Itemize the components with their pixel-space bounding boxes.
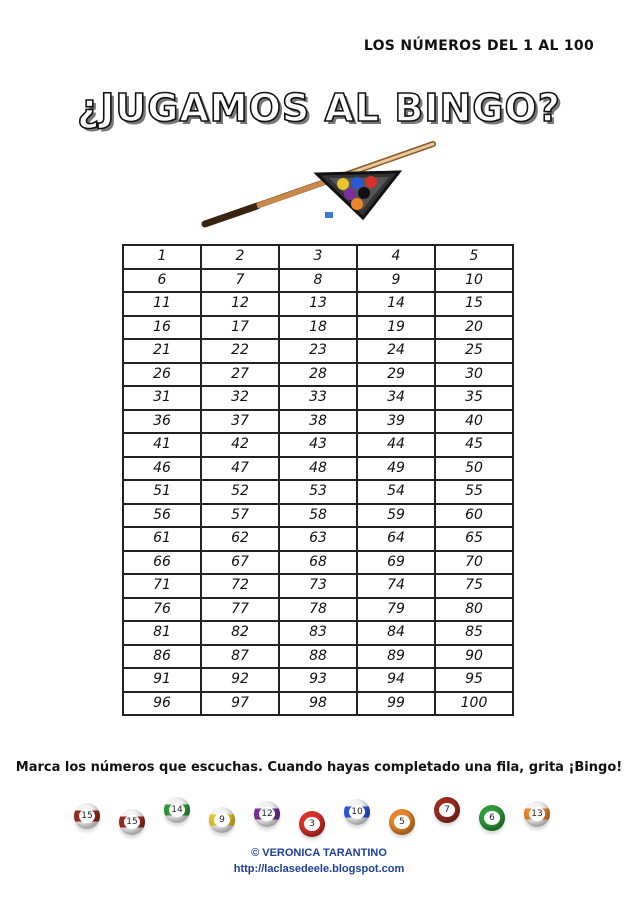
table-cell: 16 [123, 316, 201, 340]
billiard-ball-icon [254, 801, 280, 827]
table-cell: 90 [435, 645, 513, 669]
table-row [123, 621, 513, 645]
table-cell: 99 [357, 692, 435, 716]
table-cell: 4 [357, 245, 435, 269]
table-cell: 69 [357, 551, 435, 575]
table-cell: 85 [435, 621, 513, 645]
table-cell: 41 [123, 433, 201, 457]
table-cell: 56 [123, 504, 201, 528]
table-cell: 50 [435, 457, 513, 481]
table-cell: 20 [435, 316, 513, 340]
table-row [123, 363, 513, 387]
table-cell: 7 [201, 269, 279, 293]
table-cell: 94 [357, 668, 435, 692]
table-row [123, 457, 513, 481]
table-row [123, 574, 513, 598]
billiard-ball-icon [164, 797, 190, 823]
table-cell: 58 [279, 504, 357, 528]
ball-number: 7 [439, 803, 455, 817]
table-cell: 3 [279, 245, 357, 269]
table-row [123, 598, 513, 622]
table-cell: 68 [279, 551, 357, 575]
header-tag: LOS NÚMEROS DEL 1 AL 100 [363, 38, 594, 54]
table-row [123, 269, 513, 293]
table-cell: 43 [279, 433, 357, 457]
table-cell: 80 [435, 598, 513, 622]
table-cell: 72 [201, 574, 279, 598]
table-cell: 66 [123, 551, 201, 575]
table-cell: 37 [201, 410, 279, 434]
table-cell: 11 [123, 292, 201, 316]
ball-number: 6 [484, 811, 500, 825]
table-cell: 33 [279, 386, 357, 410]
table-cell: 84 [357, 621, 435, 645]
billiard-cue-icon [195, 138, 445, 230]
table-row [123, 410, 513, 434]
ball-number: 13 [529, 807, 545, 821]
ball-number: 15 [124, 815, 140, 829]
table-cell: 98 [279, 692, 357, 716]
ball-number: 15 [79, 809, 95, 823]
table-cell: 88 [279, 645, 357, 669]
table-cell: 77 [201, 598, 279, 622]
table-cell: 83 [279, 621, 357, 645]
table-cell: 24 [357, 339, 435, 363]
table-cell: 30 [435, 363, 513, 387]
table-cell: 44 [357, 433, 435, 457]
billiard-cue-and-rack-illustration [195, 138, 445, 230]
table-row [123, 245, 513, 269]
table-cell: 54 [357, 480, 435, 504]
table-cell: 46 [123, 457, 201, 481]
table-cell: 36 [123, 410, 201, 434]
table-cell: 70 [435, 551, 513, 575]
billiard-ball-icon [209, 807, 235, 833]
table-cell: 21 [123, 339, 201, 363]
table-cell: 86 [123, 645, 201, 669]
ball-number: 3 [304, 817, 320, 831]
billiard-ball-icon [389, 809, 415, 835]
table-cell: 75 [435, 574, 513, 598]
table-cell: 9 [357, 269, 435, 293]
table-cell: 10 [435, 269, 513, 293]
table-cell: 79 [357, 598, 435, 622]
table-cell: 13 [279, 292, 357, 316]
table-cell: 52 [201, 480, 279, 504]
billiard-balls-row [74, 795, 574, 841]
table-cell: 62 [201, 527, 279, 551]
table-cell: 23 [279, 339, 357, 363]
billiard-ball-icon [344, 799, 370, 825]
table-cell: 17 [201, 316, 279, 340]
table-cell: 60 [435, 504, 513, 528]
table-cell: 8 [279, 269, 357, 293]
table-cell: 82 [201, 621, 279, 645]
table-cell: 26 [123, 363, 201, 387]
table-row [123, 527, 513, 551]
table-cell: 93 [279, 668, 357, 692]
table-cell: 55 [435, 480, 513, 504]
table-cell: 2 [201, 245, 279, 269]
table-row [123, 668, 513, 692]
table-cell: 40 [435, 410, 513, 434]
table-cell: 76 [123, 598, 201, 622]
table-cell: 97 [201, 692, 279, 716]
table-cell: 49 [357, 457, 435, 481]
page-title: ¿JUGAMOS AL BINGO? [77, 86, 561, 130]
table-row [123, 504, 513, 528]
table-cell: 65 [435, 527, 513, 551]
billiard-ball-icon [299, 811, 325, 837]
table-cell: 100 [435, 692, 513, 716]
table-cell: 32 [201, 386, 279, 410]
table-cell: 1 [123, 245, 201, 269]
table-row [123, 645, 513, 669]
billiard-ball-icon [119, 809, 145, 835]
table-row [123, 480, 513, 504]
table-cell: 78 [279, 598, 357, 622]
table-cell: 89 [357, 645, 435, 669]
table-cell: 28 [279, 363, 357, 387]
ball-number: 9 [214, 813, 230, 827]
table-cell: 31 [123, 386, 201, 410]
table-cell: 48 [279, 457, 357, 481]
table-row [123, 433, 513, 457]
ball-number: 12 [259, 807, 275, 821]
table-cell: 74 [357, 574, 435, 598]
table-cell: 91 [123, 668, 201, 692]
billiard-ball-icon [74, 803, 100, 829]
table-cell: 34 [357, 386, 435, 410]
table-cell: 29 [357, 363, 435, 387]
table-row [123, 386, 513, 410]
table-cell: 14 [357, 292, 435, 316]
table-cell: 71 [123, 574, 201, 598]
table-cell: 18 [279, 316, 357, 340]
table-cell: 59 [357, 504, 435, 528]
table-cell: 87 [201, 645, 279, 669]
table-cell: 6 [123, 269, 201, 293]
table-cell: 67 [201, 551, 279, 575]
credit-author: © VERONICA TARANTINO [251, 847, 387, 859]
table-cell: 35 [435, 386, 513, 410]
billiard-ball-icon [479, 805, 505, 831]
ball-number: 10 [349, 805, 365, 819]
table-cell: 73 [279, 574, 357, 598]
table-cell: 92 [201, 668, 279, 692]
ball-number: 5 [394, 815, 410, 829]
bingo-number-table [122, 244, 514, 716]
table-cell: 15 [435, 292, 513, 316]
table-cell: 61 [123, 527, 201, 551]
table-cell: 57 [201, 504, 279, 528]
table-cell: 27 [201, 363, 279, 387]
table-row [123, 551, 513, 575]
credit-url: http://laclasedeele.blogspot.com [233, 863, 405, 875]
table-cell: 64 [357, 527, 435, 551]
table-cell: 42 [201, 433, 279, 457]
table-cell: 63 [279, 527, 357, 551]
table-cell: 39 [357, 410, 435, 434]
table-cell: 22 [201, 339, 279, 363]
instructions-text: Marca los números que escuchas. Cuando hayas completado una fila, grita ¡Bingo! [15, 760, 623, 775]
table-cell: 53 [279, 480, 357, 504]
table-row [123, 339, 513, 363]
table-row [123, 292, 513, 316]
ball-number: 14 [169, 803, 185, 817]
table-cell: 45 [435, 433, 513, 457]
table-cell: 96 [123, 692, 201, 716]
billiard-ball-icon [434, 797, 460, 823]
table-cell: 38 [279, 410, 357, 434]
table-cell: 19 [357, 316, 435, 340]
table-cell: 81 [123, 621, 201, 645]
table-cell: 25 [435, 339, 513, 363]
table-row [123, 316, 513, 340]
table-cell: 51 [123, 480, 201, 504]
credit [0, 845, 638, 877]
table-cell: 5 [435, 245, 513, 269]
table-row [123, 692, 513, 716]
table-cell: 47 [201, 457, 279, 481]
table-cell: 95 [435, 668, 513, 692]
billiard-ball-icon [524, 801, 550, 827]
table-cell: 12 [201, 292, 279, 316]
